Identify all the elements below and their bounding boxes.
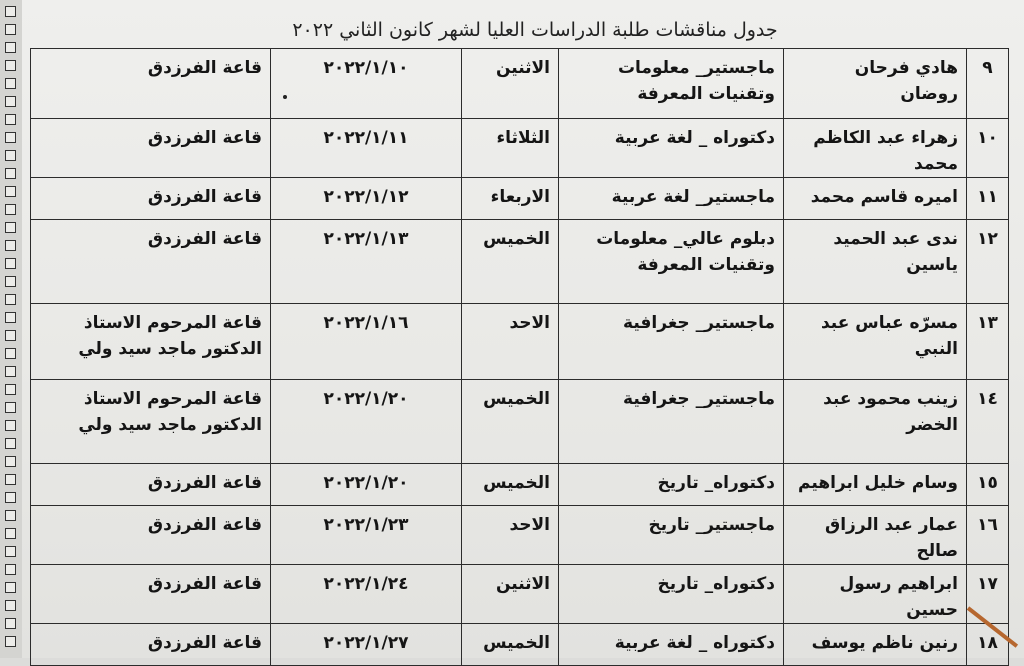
student-name-cell-line: زينب محمود عبد الخضر	[823, 389, 958, 435]
binding-hole	[5, 312, 16, 323]
day-cell-line: الاربعاء	[490, 187, 550, 207]
row-number-cell-line: ١١	[977, 187, 998, 207]
row-number-cell	[967, 49, 1009, 119]
student-name-cell-line: ندى عبد الحميد ياسين	[833, 229, 958, 275]
degree-cell-line: دكتوراه _ لغة عربية	[614, 633, 775, 653]
student-name-cell	[784, 380, 967, 464]
hall-cell	[31, 49, 271, 119]
ink-dot	[283, 95, 287, 99]
date-cell	[271, 506, 462, 565]
degree-cell-line: دبلوم عالي_ معلومات	[596, 229, 775, 249]
binding-hole	[5, 60, 16, 71]
degree-cell	[559, 119, 784, 178]
binding-hole	[5, 528, 16, 539]
binding-hole	[5, 348, 16, 359]
degree-cell-line: ماجستير_ تاريخ	[648, 515, 775, 535]
day-cell-line: الاثنين	[495, 58, 550, 78]
student-name-cell	[784, 506, 967, 565]
date-cell-line: ٢٠٢٢/١/١٣	[323, 229, 409, 249]
day-cell	[462, 220, 559, 304]
row-number-cell	[967, 464, 1009, 506]
row-number-cell	[967, 380, 1009, 464]
hall-cell	[31, 624, 271, 666]
table-row	[31, 506, 1009, 565]
degree-cell-line: دكتوراه_ تاريخ	[657, 574, 775, 594]
student-name-cell-line: اميره قاسم محمد	[810, 187, 958, 207]
binding-hole	[5, 384, 16, 395]
day-cell	[462, 464, 559, 506]
degree-cell	[559, 49, 784, 119]
binding-hole	[5, 24, 16, 35]
date-cell	[271, 464, 462, 506]
date-cell-line: ٢٠٢٢/١/٢٣	[323, 515, 409, 535]
day-cell	[462, 565, 559, 624]
date-cell	[271, 119, 462, 178]
table-row	[31, 624, 1009, 666]
table-row	[31, 220, 1009, 304]
day-cell-line: الخميس	[483, 473, 550, 493]
degree-cell	[559, 565, 784, 624]
binding-hole	[5, 132, 16, 143]
date-cell-line: ٢٠٢٢/١/٢٧	[323, 633, 409, 653]
student-name-cell-line: هادي فرحان روضان	[854, 58, 958, 104]
binding-hole	[5, 168, 16, 179]
day-cell-line: الخميس	[483, 389, 550, 409]
date-cell-line: ٢٠٢٢/١/١٠	[323, 58, 409, 78]
hall-cell	[31, 464, 271, 506]
binding-hole	[5, 600, 16, 611]
table-row	[31, 380, 1009, 464]
day-cell-line: الاحد	[509, 313, 550, 333]
date-cell-line: ٢٠٢٢/١/٢٠	[323, 473, 409, 493]
hall-cell	[31, 119, 271, 178]
student-name-cell	[784, 119, 967, 178]
date-cell-line: ٢٠٢٢/١/١٢	[323, 187, 409, 207]
binding-hole	[5, 330, 16, 341]
degree-cell-line: دكتوراه_ تاريخ	[657, 473, 775, 493]
hall-cell	[31, 506, 271, 565]
binding-hole	[5, 366, 16, 377]
binding-hole	[5, 420, 16, 431]
day-cell	[462, 304, 559, 380]
date-cell	[271, 178, 462, 220]
row-number-cell	[967, 624, 1009, 666]
date-cell	[271, 49, 462, 119]
hall-cell-line: قاعة الفرزدق	[147, 633, 262, 653]
spiral-binding	[0, 0, 23, 658]
day-cell-line: الاحد	[509, 515, 550, 535]
hall-cell	[31, 304, 271, 380]
row-number-cell-line: ١٣	[977, 313, 998, 333]
degree-cell	[559, 506, 784, 565]
row-number-cell-line: ١٧	[977, 574, 998, 594]
day-cell-line: الثلاثاء	[496, 128, 550, 148]
date-cell-line: ٢٠٢٢/١/٢٠	[323, 389, 409, 409]
table-row	[31, 119, 1009, 178]
degree-cell-line: ماجستير_ جغرافية	[623, 389, 775, 409]
table-row	[31, 565, 1009, 624]
student-name-cell	[784, 624, 967, 666]
day-cell-line: الخميس	[483, 633, 550, 653]
student-name-cell	[784, 220, 967, 304]
degree-cell	[559, 624, 784, 666]
table-row	[31, 304, 1009, 380]
row-number-cell-line: ٩	[982, 58, 993, 78]
date-cell	[271, 624, 462, 666]
table-row	[31, 178, 1009, 220]
degree-cell-line: ماجستير_ جغرافية	[623, 313, 775, 333]
binding-hole	[5, 294, 16, 305]
schedule-body	[31, 49, 1009, 666]
degree-cell-line: وتقنيات المعرفة	[637, 255, 775, 275]
degree-cell	[559, 304, 784, 380]
day-cell	[462, 624, 559, 666]
binding-hole	[5, 546, 16, 557]
row-number-cell-line: ١٨	[977, 633, 998, 653]
hall-cell-line: قاعة المرحوم الاستاذ	[83, 313, 262, 333]
binding-hole	[5, 510, 16, 521]
student-name-cell	[784, 178, 967, 220]
binding-hole	[5, 636, 16, 647]
hall-cell	[31, 565, 271, 624]
student-name-cell-line: وسام خليل ابراهيم	[798, 473, 958, 493]
binding-hole	[5, 114, 16, 125]
row-number-cell	[967, 506, 1009, 565]
hall-cell-line: قاعة الفرزدق	[147, 187, 262, 207]
student-name-cell-line: مسرّه عباس عبد النبي	[820, 313, 958, 359]
row-number-cell	[967, 220, 1009, 304]
hall-cell-line: قاعة الفرزدق	[147, 128, 262, 148]
hall-cell-line: قاعة المرحوم الاستاذ	[83, 389, 262, 409]
row-number-cell	[967, 178, 1009, 220]
student-name-cell-line: عمار عبد الرزاق صالح	[825, 515, 958, 561]
student-name-cell	[784, 304, 967, 380]
student-name-cell	[784, 49, 967, 119]
hall-cell-line: قاعة الفرزدق	[147, 58, 262, 78]
day-cell-line: الخميس	[483, 229, 550, 249]
binding-hole	[5, 204, 16, 215]
degree-cell	[559, 178, 784, 220]
binding-hole	[5, 492, 16, 503]
degree-cell-line: دكتوراه _ لغة عربية	[614, 128, 775, 148]
degree-cell	[559, 220, 784, 304]
date-cell	[271, 220, 462, 304]
row-number-cell-line: ١٢	[977, 229, 998, 249]
date-cell	[271, 565, 462, 624]
document-title: جدول مناقشات طلبة الدراسات العليا لشهر كانون الثاني ٢٠٢٢	[292, 19, 778, 41]
day-cell	[462, 178, 559, 220]
day-cell	[462, 380, 559, 464]
binding-hole	[5, 582, 16, 593]
binding-hole	[5, 222, 16, 233]
degree-cell	[559, 380, 784, 464]
student-name-cell-line: ابراهيم رسول حسين	[839, 574, 958, 620]
hall-cell-line: قاعة الفرزدق	[147, 473, 262, 493]
student-name-cell	[784, 565, 967, 624]
row-number-cell	[967, 119, 1009, 178]
binding-hole	[5, 618, 16, 629]
table-row	[31, 464, 1009, 506]
binding-hole	[5, 240, 16, 251]
row-number-cell-line: ١٠	[977, 128, 998, 148]
defense-schedule-table	[30, 48, 1009, 666]
degree-cell	[559, 464, 784, 506]
student-name-cell-line: رنين ناظم يوسف	[811, 633, 958, 653]
day-cell-line: الاثنين	[495, 574, 550, 594]
degree-cell-line: ماجستير_ لغة عربية	[611, 187, 775, 207]
row-number-cell-line: ١٥	[977, 473, 998, 493]
date-cell-line: ٢٠٢٢/١/١١	[323, 128, 409, 148]
hall-cell-line: قاعة الفرزدق	[147, 229, 262, 249]
table-row	[31, 49, 1009, 119]
student-name-cell	[784, 464, 967, 506]
hall-cell	[31, 220, 271, 304]
hall-cell-line: الدكتور ماجد سيد ولي	[78, 339, 262, 359]
row-number-cell-line: ١٦	[977, 515, 998, 535]
hall-cell-line: الدكتور ماجد سيد ولي	[78, 415, 262, 435]
row-number-cell-line: ١٤	[977, 389, 998, 409]
binding-hole	[5, 150, 16, 161]
binding-hole	[5, 96, 16, 107]
binding-hole	[5, 402, 16, 413]
binding-hole	[5, 6, 16, 17]
hall-cell-line: قاعة الفرزدق	[147, 574, 262, 594]
binding-hole	[5, 438, 16, 449]
binding-hole	[5, 186, 16, 197]
date-cell	[271, 380, 462, 464]
hall-cell-line: قاعة الفرزدق	[147, 515, 262, 535]
binding-hole	[5, 78, 16, 89]
row-number-cell	[967, 304, 1009, 380]
binding-hole	[5, 474, 16, 485]
degree-cell-line: وتقنيات المعرفة	[637, 84, 775, 104]
day-cell	[462, 49, 559, 119]
date-cell-line: ٢٠٢٢/١/٢٤	[323, 574, 409, 594]
binding-hole	[5, 456, 16, 467]
date-cell	[271, 304, 462, 380]
binding-hole	[5, 276, 16, 287]
day-cell	[462, 506, 559, 565]
hall-cell	[31, 178, 271, 220]
binding-hole	[5, 42, 16, 53]
student-name-cell-line: زهراء عبد الكاظم محمد	[813, 128, 958, 174]
binding-hole	[5, 258, 16, 269]
degree-cell-line: ماجستير_ معلومات	[617, 58, 775, 78]
date-cell-line: ٢٠٢٢/١/١٦	[323, 313, 409, 333]
day-cell	[462, 119, 559, 178]
hall-cell	[31, 380, 271, 464]
binding-hole	[5, 564, 16, 575]
